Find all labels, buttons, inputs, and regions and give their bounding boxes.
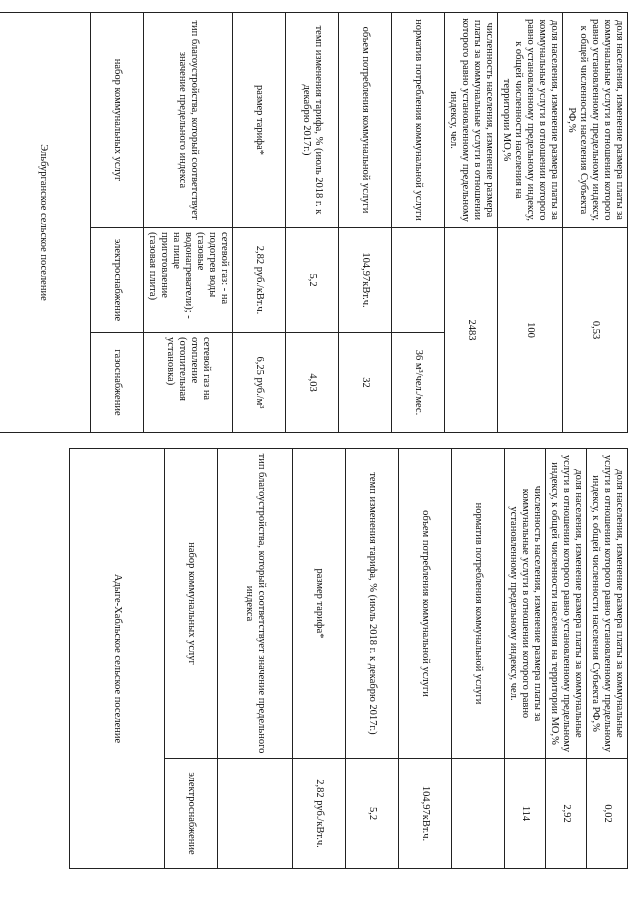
type-cell: сетевой газ: - на подогрев воды (газовые водонагреватели); - на пище приготовление (газовая плита) [144,228,233,333]
header-tariff-rate: темп изменения тарифа, % (июль 2018 г. к декабрю 2017г.) [346,449,399,759]
settlement-name: Адыге-Хабльское сельское поселение [70,449,165,869]
population-value: 2483 [445,228,498,433]
population-value: 114 [505,759,546,869]
settlement-name: Эльбурганское сельское поселение [0,13,91,433]
tariff-cell: 6,25 руб./м³ [233,333,286,433]
volume-cell: 104,97кВт.ч. [339,228,392,333]
header-tariff: размер тарифа* [233,13,286,228]
header-population: численность населения, изменение размера платы за коммунальные услуги в отношении которого равно установленному предельному индексу, чел. [445,13,498,228]
header-norm: норматив потребления коммунальной услуги [452,449,505,759]
service-cell: электроснабжение [91,228,144,333]
header-share-mo: доля населения, изменение размера платы за коммунальные услуги в отношении которого равно установленному предельному индексу, к общей численности населения на территории МО,% [498,13,563,228]
share-subject-value: 0,02 [587,759,628,869]
service-cell: газоснабжение [91,333,144,433]
header-share-subject: доля населения, изменение размера платы за коммунальные услуги в отношении которого равно установленному предельному индексу, к общей численности населения Субъекта РФ,% [563,13,628,228]
header-type: тип благоустройства, который соответствует значение предельного индекса [218,449,293,759]
type-cell: сетевой газ на отопление (отопительная установка) [144,333,233,433]
share-subject-value: 0,53 [563,228,628,433]
header-services: набор коммунальных услуг [91,13,144,228]
rate-cell: 4,03 [286,333,339,433]
header-volume: объем потребления коммунальной услуги [399,449,452,759]
header-tariff-rate: темп изменения тарифа, % (июль 2018 г. к декабрю 2017г.) [286,13,339,228]
volume-cell: 104,97кВт.ч. [399,759,452,869]
volume-cell: 32 [339,333,392,433]
header-volume: объем потребления коммунальной услуги [339,13,392,228]
type-cell [218,759,293,869]
settlement-block-elburgan [0,12,628,432]
rate-cell: 5,2 [286,228,339,333]
header-services: набор коммунальных услуг [165,449,218,759]
header-tariff: размер тарифа* [293,449,346,759]
service-cell: электроснабжение [165,759,218,869]
header-share-subject: доля населения, изменение размера платы за коммунальные услуги в отношении которого равно установленному предельному индексу, к общей численности населения Субъекта РФ,% [587,449,628,759]
rate-cell: 5,2 [346,759,399,869]
norm-cell [392,228,445,333]
tariff-cell: 2,82 руб./кВт.ч. [293,759,346,869]
norm-cell: 36 м³/чел./мес. [392,333,445,433]
header-norm: норматив потребления коммунальной услуги [392,13,445,228]
share-mo-value: 100 [498,228,563,433]
tariff-table [69,448,628,869]
tariff-table [0,12,628,433]
tariff-cell: 2,82 руб./кВт.ч. [233,228,286,333]
settlement-block-adyge-khabl [69,448,628,868]
share-mo-value: 2,92 [546,759,587,869]
norm-cell [452,759,505,869]
header-type: тип благоустройства, который соответствует значение предельного индекса [144,13,233,228]
header-share-mo: доля населения, изменение размера платы за коммунальные услуги в отношении которого равно установленному предельному индексу, к общей численности населения на территории МО,% [546,449,587,759]
header-population: численность населения, изменение размера платы за коммунальные услуги в отношении которого равно установленному предельному индексу, чел. [505,449,546,759]
